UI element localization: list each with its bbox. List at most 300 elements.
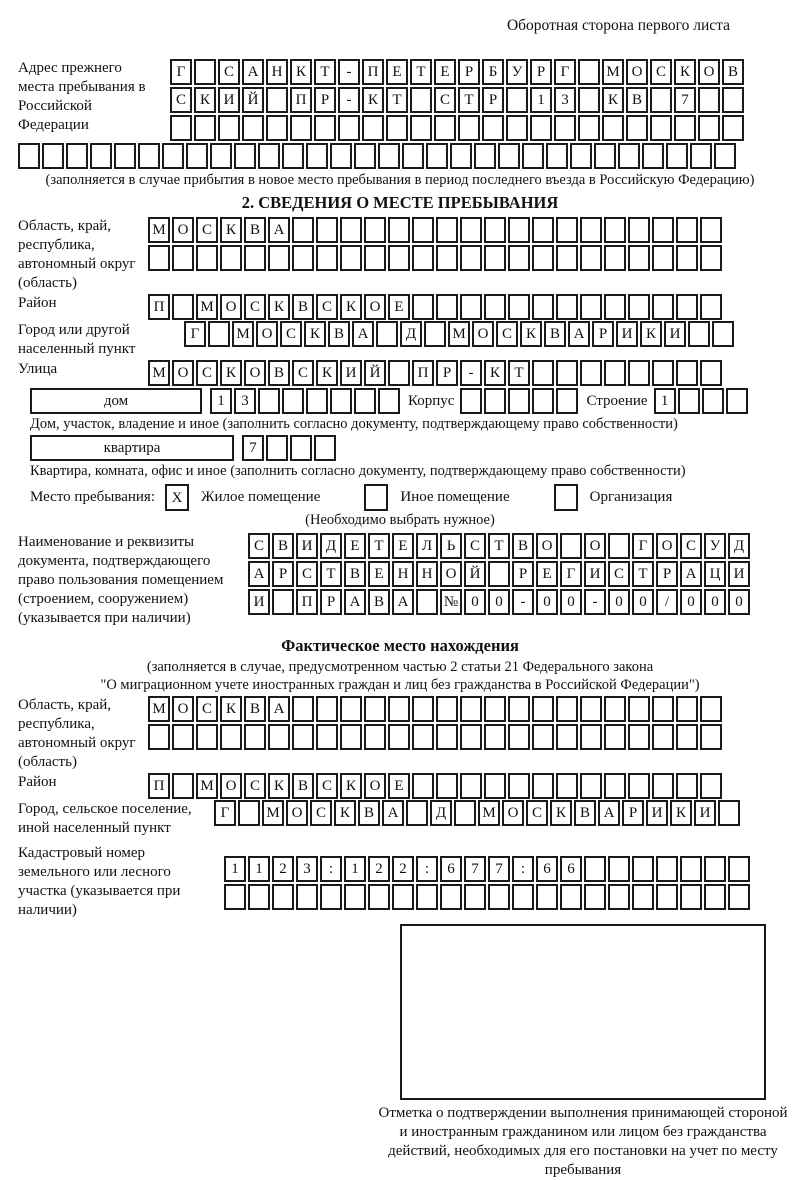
- region-label: Область, край, республика, автономный округ (область): [18, 218, 136, 291]
- apartment-number-cells: [242, 435, 338, 461]
- char-box: [508, 217, 530, 243]
- char-box: Е: [386, 59, 408, 85]
- char-box: А: [352, 321, 374, 347]
- char-box: [700, 724, 722, 750]
- char-box: [484, 217, 506, 243]
- char-box: [532, 696, 554, 722]
- char-box: №: [440, 589, 462, 615]
- char-box: А: [392, 589, 414, 615]
- char-box: [656, 884, 678, 910]
- char-box: Р: [622, 800, 644, 826]
- char-box: И: [584, 561, 606, 587]
- char-box: [402, 143, 424, 169]
- char-box: [556, 245, 578, 271]
- char-box: О: [698, 59, 720, 85]
- char-box: [314, 435, 336, 461]
- char-box: [632, 884, 654, 910]
- char-box: [410, 87, 432, 113]
- char-box: [410, 115, 432, 141]
- char-box: [628, 245, 650, 271]
- city-label: Город или другой населенный пункт: [18, 322, 136, 357]
- char-box: Т: [632, 561, 654, 587]
- char-box: М: [478, 800, 500, 826]
- char-box: [90, 143, 112, 169]
- char-box: [194, 115, 216, 141]
- char-box: [580, 245, 602, 271]
- char-box: Р: [272, 561, 294, 587]
- char-box: Е: [344, 533, 366, 559]
- char-box: [704, 884, 726, 910]
- char-box: [628, 724, 650, 750]
- char-box: [712, 321, 734, 347]
- actual-region-row-2: [148, 724, 724, 750]
- char-box: [726, 388, 748, 414]
- char-box: А: [242, 59, 264, 85]
- char-box: [436, 245, 458, 271]
- char-box: [698, 115, 720, 141]
- char-box: Л: [416, 533, 438, 559]
- char-box: [580, 773, 602, 799]
- char-box: Е: [388, 294, 410, 320]
- char-box: В: [292, 294, 314, 320]
- char-box: [578, 115, 600, 141]
- char-box: [674, 115, 696, 141]
- korpus-cells: [460, 388, 580, 414]
- char-box: [508, 245, 530, 271]
- char-box: [138, 143, 160, 169]
- char-box: [650, 87, 672, 113]
- char-box: 0: [728, 589, 750, 615]
- char-box: [388, 724, 410, 750]
- char-box: 3: [296, 856, 318, 882]
- char-box: [722, 115, 744, 141]
- char-box: [628, 773, 650, 799]
- region-row-2: [148, 245, 724, 271]
- char-box: И: [694, 800, 716, 826]
- char-box: К: [674, 59, 696, 85]
- char-box: [474, 143, 496, 169]
- char-box: [628, 696, 650, 722]
- char-box: Г: [184, 321, 206, 347]
- char-box: [554, 115, 576, 141]
- char-box: С: [680, 533, 702, 559]
- char-box: [556, 217, 578, 243]
- char-box: [556, 294, 578, 320]
- previous-address-section: [18, 59, 782, 189]
- char-box: [536, 884, 558, 910]
- char-box: М: [196, 773, 218, 799]
- char-box: [690, 143, 712, 169]
- char-box: [454, 800, 476, 826]
- char-box: [484, 294, 506, 320]
- char-box: [556, 773, 578, 799]
- char-box: Р: [458, 59, 480, 85]
- char-box: О: [172, 696, 194, 722]
- char-box: 6: [560, 856, 582, 882]
- char-box: [460, 696, 482, 722]
- char-box: Е: [388, 773, 410, 799]
- char-box: [426, 143, 448, 169]
- char-box: [194, 59, 216, 85]
- char-box: Д: [400, 321, 422, 347]
- document-row-1: [248, 533, 752, 559]
- char-box: Д: [728, 533, 750, 559]
- char-box: [678, 388, 700, 414]
- actual-district-row: [148, 773, 724, 799]
- char-box: К: [268, 294, 290, 320]
- char-box: [364, 217, 386, 243]
- place-of-stay-section: [18, 217, 782, 628]
- char-box: [652, 245, 674, 271]
- char-box: [508, 773, 530, 799]
- char-box: С: [316, 773, 338, 799]
- char-box: 1: [530, 87, 552, 113]
- char-box: 0: [632, 589, 654, 615]
- char-box: К: [340, 294, 362, 320]
- char-box: [628, 360, 650, 386]
- char-box: [618, 143, 640, 169]
- page-title: Оборотная сторона первого листа: [506, 17, 730, 34]
- char-box: [412, 294, 434, 320]
- char-box: Р: [530, 59, 552, 85]
- char-box: 1: [344, 856, 366, 882]
- char-box: О: [626, 59, 648, 85]
- char-box: [416, 884, 438, 910]
- district-row: [148, 294, 724, 320]
- char-box: [532, 360, 554, 386]
- char-box: [330, 143, 352, 169]
- char-box: П: [296, 589, 318, 615]
- char-box: [210, 143, 232, 169]
- char-box: [652, 294, 674, 320]
- char-box: Р: [436, 360, 458, 386]
- actual-city-row: [214, 800, 742, 826]
- char-box: И: [340, 360, 362, 386]
- district-label: Район: [18, 295, 57, 311]
- char-box: [266, 115, 288, 141]
- char-box: [652, 773, 674, 799]
- char-box: [282, 388, 304, 414]
- char-box: [498, 143, 520, 169]
- char-box: 7: [488, 856, 510, 882]
- stay-type-note: (Необходимо выбрать нужное): [305, 512, 495, 528]
- char-box: [702, 388, 724, 414]
- actual-district-label: Район: [18, 774, 57, 790]
- char-box: Т: [368, 533, 390, 559]
- char-box: [608, 856, 630, 882]
- char-box: [220, 724, 242, 750]
- char-box: [580, 696, 602, 722]
- char-box: И: [248, 589, 270, 615]
- char-box: Т: [488, 533, 510, 559]
- street-label: Улица: [18, 361, 58, 377]
- char-box: [718, 800, 740, 826]
- char-box: Р: [592, 321, 614, 347]
- char-box: С: [248, 533, 270, 559]
- char-box: [338, 115, 360, 141]
- char-box: К: [640, 321, 662, 347]
- city-row: [184, 321, 736, 347]
- char-box: С: [218, 59, 240, 85]
- char-box: [488, 561, 510, 587]
- char-box: К: [220, 696, 242, 722]
- document-label: Наименование и реквизиты документа, подтверждающего право пользования помещением (строением, сооружением) (указывается при наличии): [18, 534, 224, 626]
- char-box: [676, 217, 698, 243]
- char-box: [460, 245, 482, 271]
- char-box: 2: [272, 856, 294, 882]
- char-box: [354, 388, 376, 414]
- char-box: В: [368, 589, 390, 615]
- char-box: [172, 724, 194, 750]
- char-box: [532, 217, 554, 243]
- char-box: [412, 696, 434, 722]
- char-box: [652, 360, 674, 386]
- char-box: [604, 360, 626, 386]
- char-box: В: [292, 773, 314, 799]
- stay-type-label: Место пребывания:: [30, 489, 155, 505]
- char-box: [364, 724, 386, 750]
- char-box: [506, 87, 528, 113]
- char-box: 0: [536, 589, 558, 615]
- char-box: П: [148, 294, 170, 320]
- document-row-2: [248, 561, 752, 587]
- char-box: [676, 294, 698, 320]
- char-box: Г: [170, 59, 192, 85]
- char-box: [650, 115, 672, 141]
- prev-address-note: (заполняется в случае прибытия в новое место пребывания в период последнего въезда в Российскую Федерацию): [45, 172, 755, 188]
- char-box: [578, 87, 600, 113]
- char-box: [604, 294, 626, 320]
- char-box: -: [338, 59, 360, 85]
- char-box: [508, 696, 530, 722]
- char-box: [170, 115, 192, 141]
- char-box: С: [296, 561, 318, 587]
- char-box: [436, 294, 458, 320]
- char-box: С: [608, 561, 630, 587]
- char-box: 1: [248, 856, 270, 882]
- char-box: [440, 884, 462, 910]
- char-box: Р: [482, 87, 504, 113]
- organization-checkbox: [554, 484, 578, 511]
- char-box: [676, 724, 698, 750]
- char-box: А: [268, 696, 290, 722]
- section2-title: 2. СВЕДЕНИЯ О МЕСТЕ ПРЕБЫВАНИЯ: [241, 193, 559, 212]
- char-box: [556, 724, 578, 750]
- char-box: Й: [464, 561, 486, 587]
- char-box: [266, 87, 288, 113]
- char-box: [484, 724, 506, 750]
- apartment-row: [30, 435, 782, 461]
- char-box: Г: [632, 533, 654, 559]
- char-box: [700, 360, 722, 386]
- prev-address-row-4: [18, 143, 782, 169]
- char-box: [388, 696, 410, 722]
- char-box: 2: [392, 856, 414, 882]
- char-box: И: [646, 800, 668, 826]
- char-box: [196, 245, 218, 271]
- char-box: [580, 217, 602, 243]
- char-box: [570, 143, 592, 169]
- char-box: А: [344, 589, 366, 615]
- char-box: [388, 217, 410, 243]
- char-box: [306, 388, 328, 414]
- char-box: [186, 143, 208, 169]
- apartment-note: Квартира, комната, офис и иное (заполнить согласно документу, подтверждающему право собственности): [30, 463, 686, 479]
- char-box: [162, 143, 184, 169]
- char-box: -: [584, 589, 606, 615]
- char-box: К: [520, 321, 542, 347]
- char-box: [676, 696, 698, 722]
- char-box: [560, 533, 582, 559]
- char-box: [268, 724, 290, 750]
- char-box: [632, 856, 654, 882]
- char-box: [364, 696, 386, 722]
- char-box: [314, 115, 336, 141]
- char-box: [666, 143, 688, 169]
- char-box: В: [358, 800, 380, 826]
- char-box: К: [220, 360, 242, 386]
- char-box: [484, 388, 506, 414]
- actual-location-title: Фактическое место нахождения: [281, 636, 519, 655]
- char-box: [532, 773, 554, 799]
- char-box: [594, 143, 616, 169]
- char-box: [172, 773, 194, 799]
- char-box: [292, 696, 314, 722]
- char-box: [424, 321, 446, 347]
- actual-location-section: [18, 696, 788, 1180]
- char-box: В: [244, 696, 266, 722]
- char-box: [556, 388, 578, 414]
- char-box: [392, 884, 414, 910]
- char-box: [532, 388, 554, 414]
- char-box: [642, 143, 664, 169]
- residential-checkbox: X: [165, 484, 189, 511]
- char-box: [340, 217, 362, 243]
- char-box: [714, 143, 736, 169]
- prev-address-row-2: [170, 87, 746, 113]
- char-box: Р: [314, 87, 336, 113]
- char-box: [700, 294, 722, 320]
- char-box: [258, 388, 280, 414]
- stroenie-label: Строение: [586, 393, 648, 409]
- char-box: [680, 884, 702, 910]
- char-box: [220, 245, 242, 271]
- char-box: [292, 724, 314, 750]
- char-box: [508, 724, 530, 750]
- char-box: 7: [242, 435, 264, 461]
- char-box: [320, 884, 342, 910]
- char-box: [224, 884, 246, 910]
- char-box: [340, 245, 362, 271]
- char-box: В: [512, 533, 534, 559]
- char-box: Д: [430, 800, 452, 826]
- char-box: У: [506, 59, 528, 85]
- char-box: [508, 294, 530, 320]
- char-box: [416, 589, 438, 615]
- char-box: О: [536, 533, 558, 559]
- char-box: С: [650, 59, 672, 85]
- char-box: [306, 143, 328, 169]
- apartment-type-box: квартира: [30, 435, 234, 461]
- char-box: [258, 143, 280, 169]
- char-box: Н: [392, 561, 414, 587]
- char-box: [484, 773, 506, 799]
- char-box: [436, 724, 458, 750]
- char-box: [436, 773, 458, 799]
- char-box: К: [290, 59, 312, 85]
- char-box: -: [338, 87, 360, 113]
- char-box: 2: [368, 856, 390, 882]
- char-box: А: [680, 561, 702, 587]
- char-box: И: [296, 533, 318, 559]
- char-box: [604, 245, 626, 271]
- char-box: С: [196, 217, 218, 243]
- char-box: [316, 217, 338, 243]
- char-box: [680, 856, 702, 882]
- char-box: [292, 217, 314, 243]
- char-box: К: [362, 87, 384, 113]
- char-box: В: [544, 321, 566, 347]
- char-box: [172, 294, 194, 320]
- char-box: А: [248, 561, 270, 587]
- char-box: В: [328, 321, 350, 347]
- char-box: К: [602, 87, 624, 113]
- char-box: [532, 294, 554, 320]
- char-box: О: [472, 321, 494, 347]
- char-box: О: [220, 294, 242, 320]
- char-box: А: [382, 800, 404, 826]
- char-box: [248, 884, 270, 910]
- actual-region-row-1: [148, 696, 724, 722]
- char-box: [218, 115, 240, 141]
- char-box: К: [484, 360, 506, 386]
- char-box: [626, 115, 648, 141]
- char-box: [244, 245, 266, 271]
- char-box: [602, 115, 624, 141]
- char-box: 0: [608, 589, 630, 615]
- char-box: [340, 724, 362, 750]
- char-box: [608, 884, 630, 910]
- char-box: [268, 245, 290, 271]
- char-box: [66, 143, 88, 169]
- char-box: М: [148, 217, 170, 243]
- char-box: С: [244, 773, 266, 799]
- char-box: [482, 115, 504, 141]
- char-box: 7: [674, 87, 696, 113]
- char-box: [148, 724, 170, 750]
- char-box: Б: [482, 59, 504, 85]
- prev-address-row-3: [170, 115, 746, 141]
- char-box: Р: [320, 589, 342, 615]
- char-box: И: [616, 321, 638, 347]
- char-box: М: [602, 59, 624, 85]
- char-box: [290, 115, 312, 141]
- char-box: [484, 696, 506, 722]
- char-box: С: [316, 294, 338, 320]
- char-box: М: [262, 800, 284, 826]
- char-box: [242, 115, 264, 141]
- char-box: [676, 245, 698, 271]
- char-box: О: [220, 773, 242, 799]
- char-box: О: [286, 800, 308, 826]
- stroenie-cells: [654, 388, 750, 414]
- char-box: Т: [458, 87, 480, 113]
- char-box: [244, 724, 266, 750]
- char-box: [608, 533, 630, 559]
- char-box: А: [598, 800, 620, 826]
- char-box: [580, 294, 602, 320]
- char-box: [688, 321, 710, 347]
